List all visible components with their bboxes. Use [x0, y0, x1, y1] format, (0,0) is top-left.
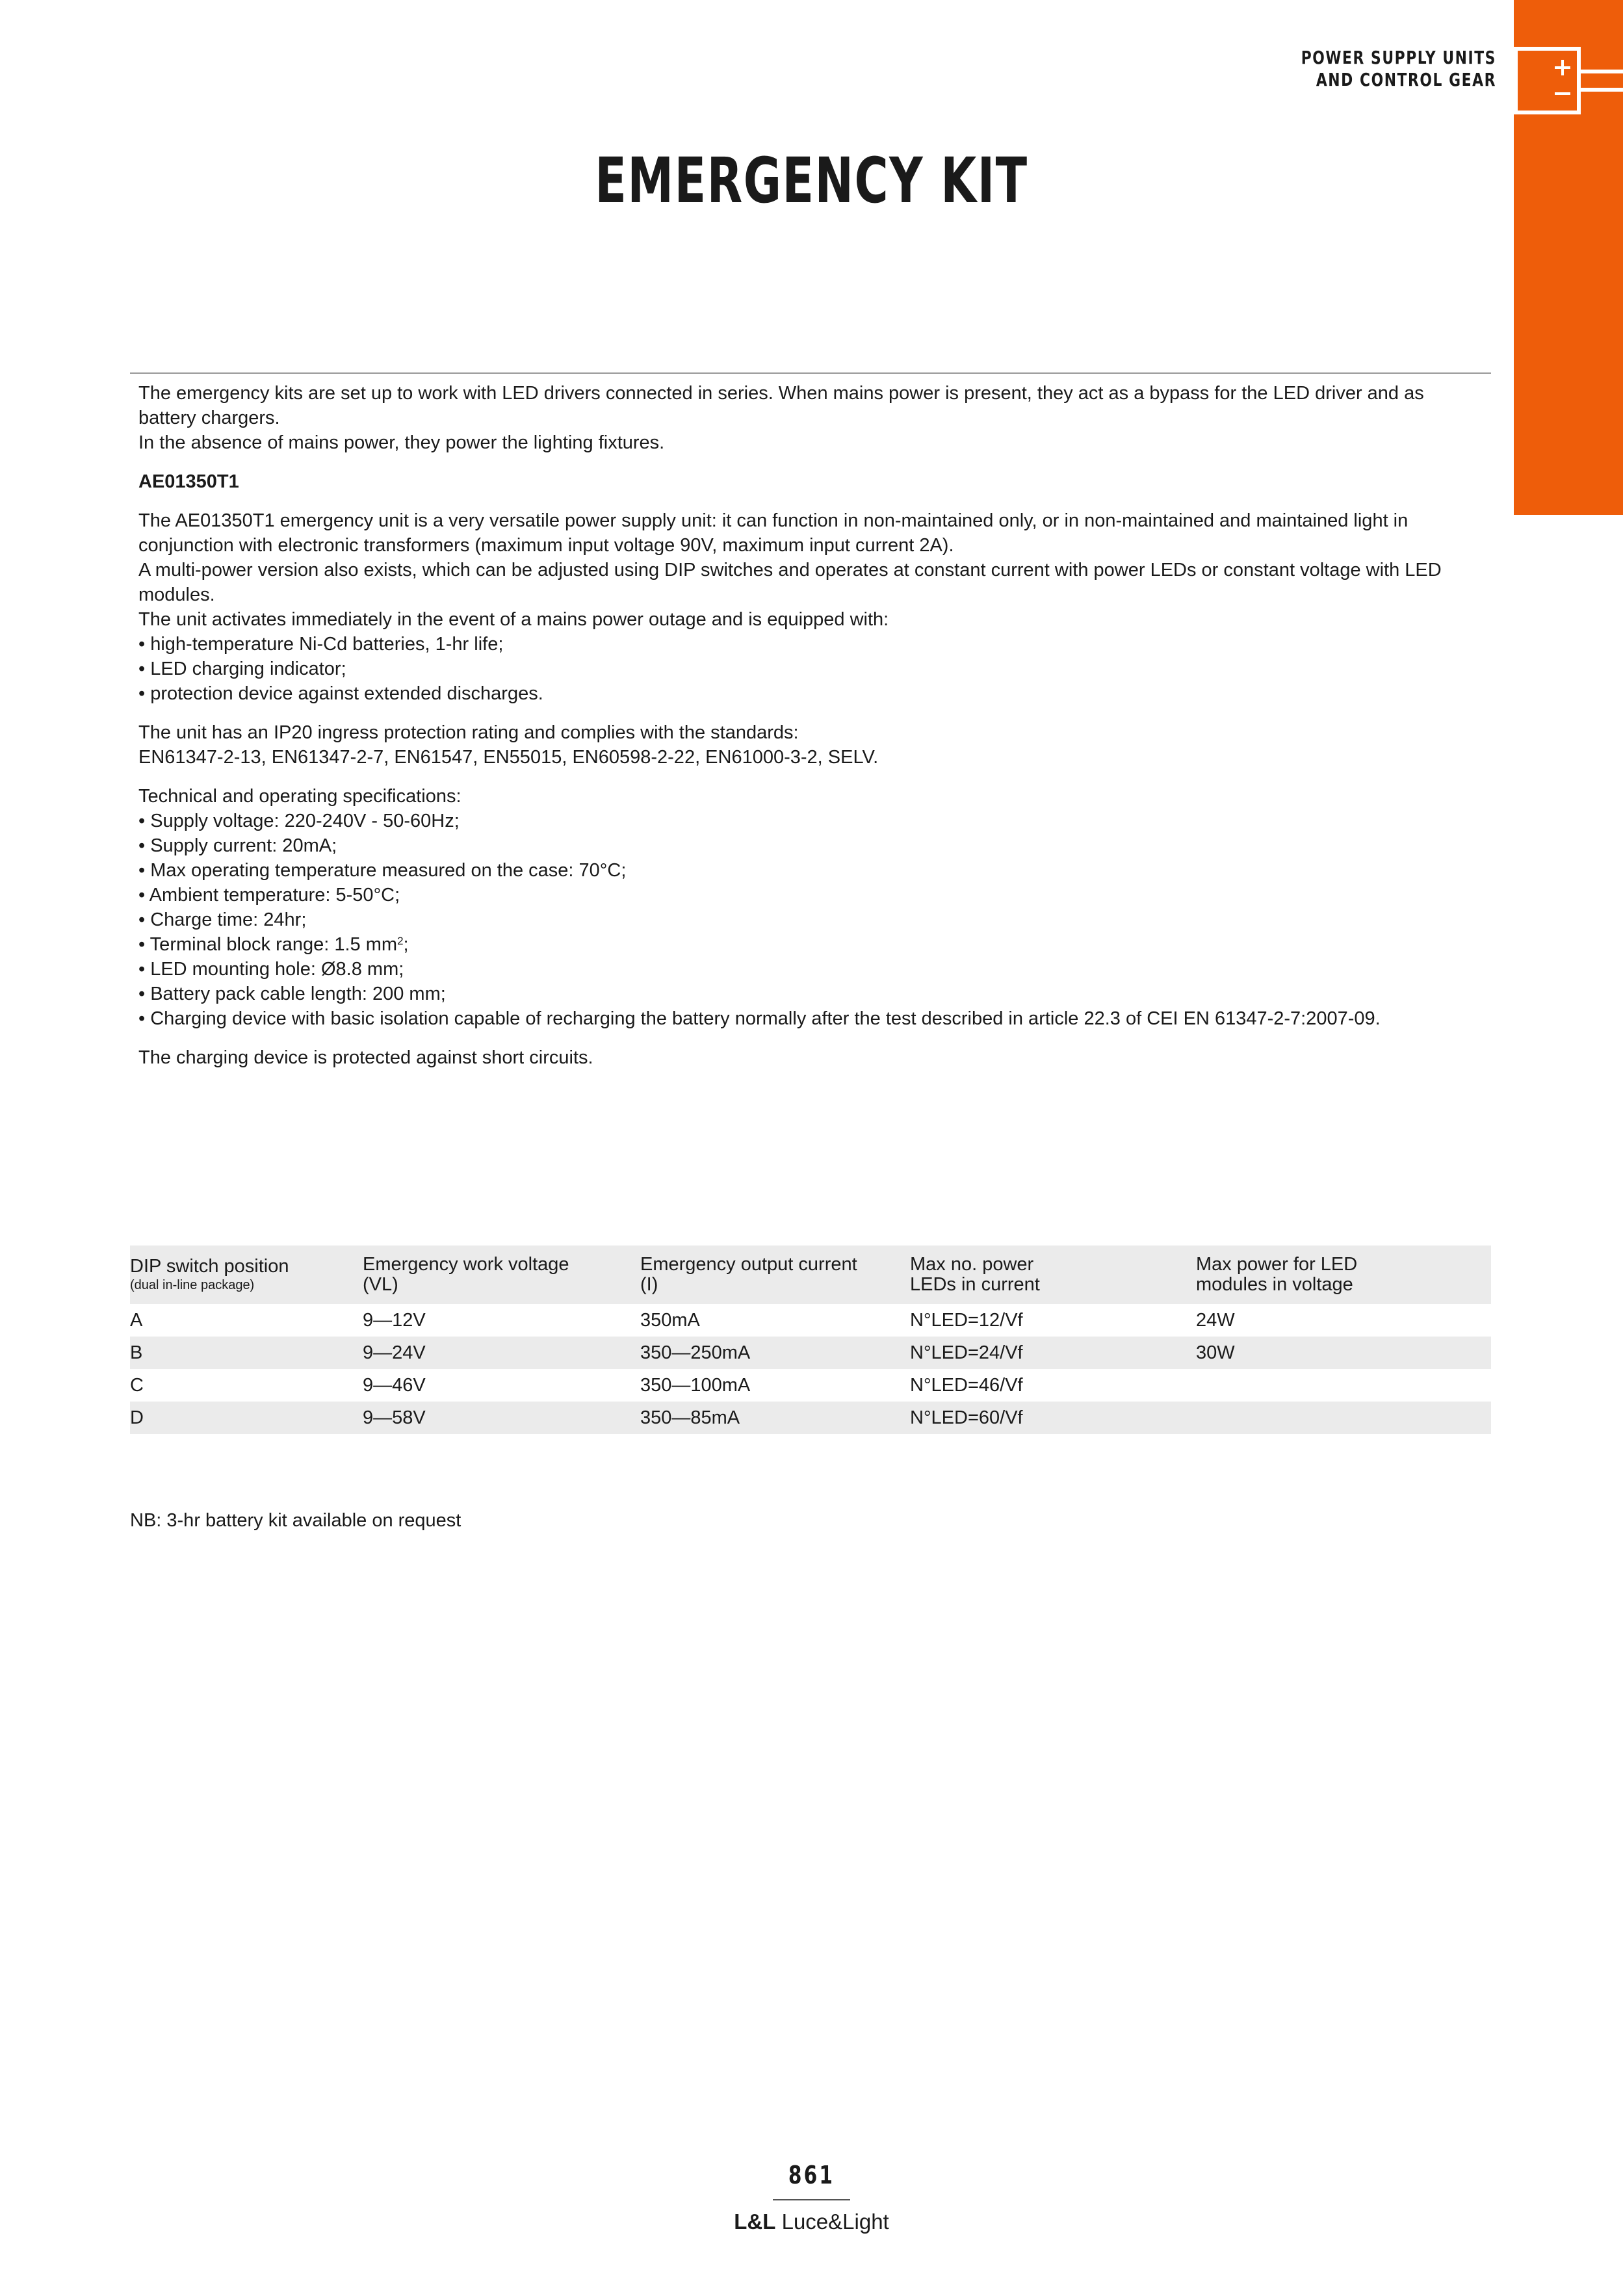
terminal-spec-text: • Terminal block range: 1.5 mm: [138, 934, 398, 955]
table-header-cell: [130, 1257, 363, 1294]
table-cell: D: [130, 1407, 144, 1428]
availability-note: NB: 3-hr battery kit available on request: [130, 1510, 461, 1531]
header-label: Emergency work voltage: [363, 1254, 569, 1275]
table-cell: N°LED=12/Vf: [910, 1309, 1023, 1331]
table-cell: 24W: [1196, 1309, 1235, 1331]
description-line: The AE01350T1 emergency unit is a very versatile power supply unit: it can function in non-maintained only, or in non-maintained and maintained light in: [138, 510, 1409, 531]
page-number: 861: [788, 2161, 835, 2189]
header-sublabel: (dual in-line package): [130, 1277, 255, 1292]
table-cell: N°LED=60/Vf: [910, 1407, 1023, 1428]
table-cell: N°LED=46/Vf: [910, 1374, 1023, 1396]
intro-line: The emergency kits are set up to work with LED drivers connected in series. When mains power is present, they act as a bypass for the LED driver and as: [138, 383, 1424, 404]
table-cell: 350—100mA: [640, 1374, 751, 1396]
table-cell: 9—12V: [363, 1309, 426, 1331]
spec-item: • Supply voltage: 220-240V - 50-60Hz;: [138, 811, 460, 831]
standards-line: The unit has an IP20 ingress protection rating and complies with the standards:: [138, 722, 799, 743]
table-header-row: [130, 1246, 1491, 1304]
table-row: [130, 1304, 1491, 1337]
spec-item: • Ambient temperature: 5-50°C;: [138, 885, 400, 906]
table-row: [130, 1402, 1491, 1434]
feature-item: • high-temperature Ni-Cd batteries, 1-hr life;: [138, 634, 504, 655]
header-label: (VL): [363, 1274, 398, 1295]
spec-item: • LED mounting hole: Ø8.8 mm;: [138, 959, 404, 980]
header-label: (I): [640, 1274, 658, 1295]
header-label: Emergency output current: [640, 1254, 857, 1275]
specs-paragraph: [138, 784, 1490, 1031]
table-header-cell: [910, 1255, 1196, 1295]
title-divider: [130, 372, 1491, 374]
section-header-line1: POWER SUPPLY UNITS: [1301, 47, 1496, 68]
header-label: Max power for LED: [1196, 1254, 1358, 1275]
table-cell: 30W: [1196, 1342, 1235, 1363]
description-line: A multi-power version also exists, which can be adjusted using DIP switches and operates at constant current with power LEDs or constant voltage with LED: [138, 560, 1442, 581]
header-label: DIP switch position: [130, 1255, 289, 1277]
dip-switch-table: [130, 1246, 1491, 1434]
battery-plus-minus-icon: [1514, 47, 1623, 114]
table-cell: B: [130, 1342, 143, 1363]
terminal-spec-superscript: 2: [397, 935, 404, 947]
header-label: Max no. power: [910, 1254, 1034, 1275]
description-line: The unit activates immediately in the event of a mains power outage and is equipped with:: [138, 609, 889, 630]
feature-item: • protection device against extended discharges.: [138, 683, 543, 704]
intro-paragraph: [138, 381, 1490, 455]
page-title: EMERGENCY KIT: [595, 144, 1028, 217]
description-line: conjunction with electronic transformers (maximum input voltage 90V, maximum input current 2A).: [138, 535, 954, 556]
section-header-line2: AND CONTROL GEAR: [1316, 69, 1496, 90]
footer-divider: [773, 2199, 850, 2200]
table-cell: 9—46V: [363, 1374, 426, 1396]
standards-paragraph: [138, 720, 1490, 770]
product-description: [138, 508, 1490, 706]
table-cell: N°LED=24/Vf: [910, 1342, 1023, 1363]
standards-line: EN61347-2-13, EN61347-2-7, EN61547, EN55015, EN60598-2-22, EN61000-3-2, SELV.: [138, 747, 879, 768]
table-row: [130, 1337, 1491, 1369]
table-cell: 350—85mA: [640, 1407, 740, 1428]
header-label: modules in voltage: [1196, 1274, 1353, 1295]
table-cell: A: [130, 1309, 143, 1331]
intro-line: In the absence of mains power, they power the lighting fixtures.: [138, 432, 665, 453]
table-header-cell: [1196, 1255, 1491, 1295]
spec-item: • Charging device with basic isolation capable of recharging the battery normally after the test described in article 22.3 of CEI EN 61347-2-7:2007-09.: [138, 1008, 1381, 1029]
body-text: [138, 381, 1490, 1084]
table-header-cell: [363, 1255, 640, 1295]
feature-item: • LED charging indicator;: [138, 659, 346, 679]
brand-footer: [0, 2209, 1623, 2235]
table-cell: 350—250mA: [640, 1342, 751, 1363]
table-cell: 350mA: [640, 1309, 700, 1331]
product-code: AE01350T1: [138, 471, 239, 492]
spec-item: • Max operating temperature measured on the case: 70°C;: [138, 860, 627, 881]
table-cell: 9—24V: [363, 1342, 426, 1363]
section-header: [1301, 47, 1496, 91]
spec-item: • Battery pack cable length: 200 mm;: [138, 984, 446, 1004]
header-label: LEDs in current: [910, 1274, 1040, 1295]
brand-bold: L&L: [734, 2210, 776, 2234]
closing-paragraph: The charging device is protected against short circuits.: [138, 1047, 593, 1068]
table-cell: 9—58V: [363, 1407, 426, 1428]
table-row: [130, 1369, 1491, 1402]
spec-item: • Supply current: 20mA;: [138, 835, 337, 856]
table-cell: C: [130, 1374, 144, 1396]
spec-item: • Charge time: 24hr;: [138, 909, 307, 930]
description-line: modules.: [138, 584, 215, 605]
specs-heading: Technical and operating specifications:: [138, 786, 461, 807]
table-header-cell: [640, 1255, 910, 1295]
intro-line: battery chargers.: [138, 408, 280, 428]
brand-name: Luce&Light: [775, 2210, 889, 2234]
terminal-spec-end: ;: [403, 934, 409, 955]
spec-item-terminal: [138, 932, 1490, 957]
